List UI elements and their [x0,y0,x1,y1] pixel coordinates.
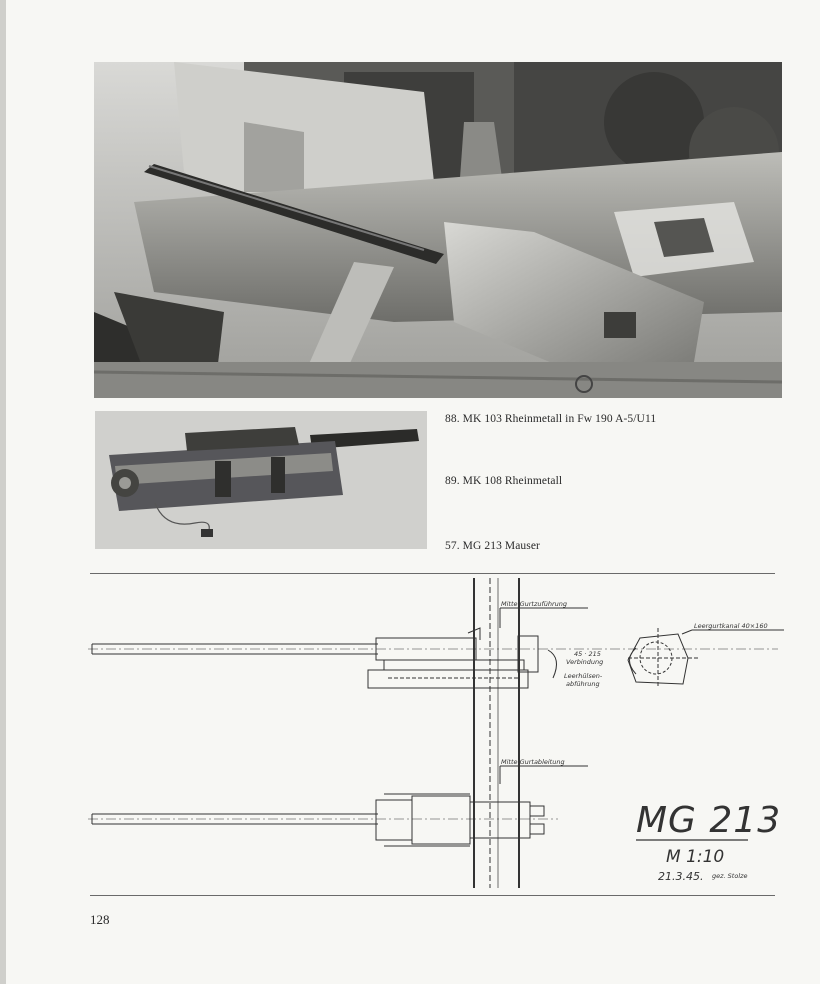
page-edge [0,0,6,984]
divider-bottom [90,895,775,896]
drawing-scale: M 1:10 [666,847,725,867]
caption-89 [445,475,562,487]
label-link-dimension: 45 · 215 [574,650,601,658]
caption-57 [445,540,540,552]
page-number: 128 [90,912,110,927]
label-belt-feed-top: Mitte Gurtzuführung [501,600,568,608]
technical-drawing-mg213 [88,578,788,890]
label-link-channel: Verbindung [566,658,604,666]
label-casing-ejection-2: abführung [566,680,600,688]
drawing-signature: gez. Stolze [712,872,748,880]
caption-88 [445,413,656,425]
caption-text: MK 103 Rheinmetall in Fw 190 A-5/U11 [462,413,657,425]
divider-top [90,573,775,574]
drawing-date: 21.3.45. [658,870,704,883]
photo-fw190-mk103 [94,62,782,398]
caption-number: 89. [445,475,460,487]
caption-text: MK 108 Rheinmetall [462,475,563,487]
caption-number: 88. [445,413,460,425]
photo-mk108 [95,411,427,549]
label-casing-ejection-1: Leerhülsen- [564,672,603,680]
caption-text: MG 213 Mauser [462,540,540,552]
label-empty-belt-channel: Leergurtkanal 40×160 [694,622,768,630]
drawing-title: MG 213 [636,800,782,841]
caption-number: 57. [445,540,460,552]
label-belt-feed-bottom: Mitte Gurtableitung [501,758,565,766]
